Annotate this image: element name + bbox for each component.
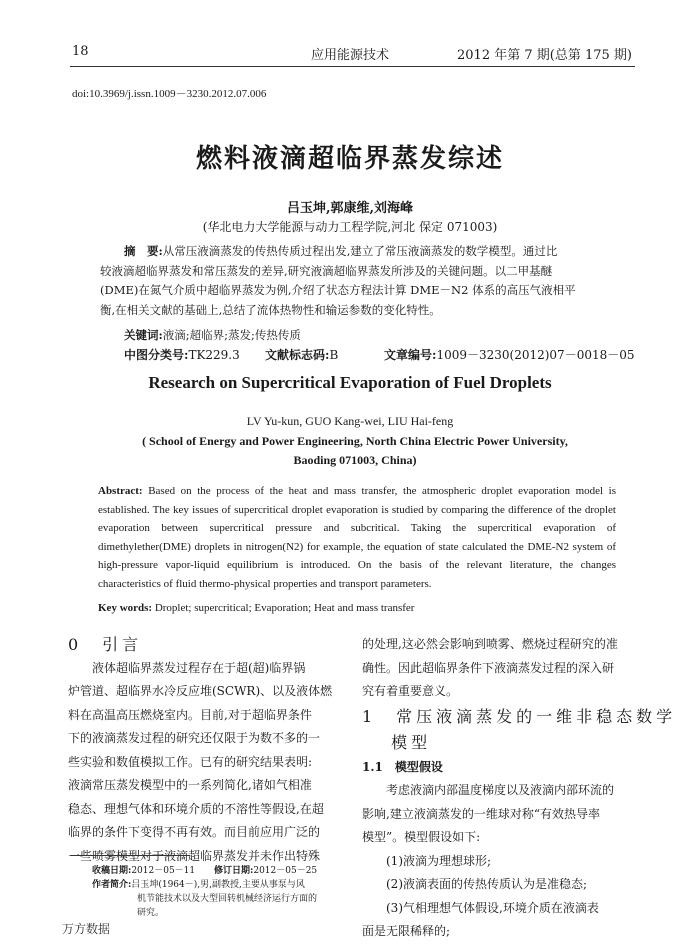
body-line: 炉管道、超临界水冷反应堆(SCWR)、以及液体燃 <box>68 684 333 698</box>
body-line: 影响,建立液滴蒸发的一维球对称“有效热导率 <box>362 806 600 821</box>
body-line: 液滴常压蒸发模型中的一系列简化,诸如气相准 <box>68 778 312 792</box>
clc-number: 中图分类号:TK229.3 <box>124 348 240 362</box>
title-cn: 燃料液滴超临界蒸发综述 <box>195 144 504 174</box>
page-number: 18 <box>72 44 89 59</box>
body-line: 模型”。模型假设如下: <box>362 830 481 844</box>
body-line: 临界的条件下变得不再有效。而目前应用广泛的 <box>68 825 321 839</box>
footnote: 收稿日期:2012－05－11 修订日期:2012－05－25 作者简介:吕玉坤(1964－),男,副教授,主要从事泵与风 机节能技术以及大型回转机械经济运行方面的 研究。 <box>92 866 318 918</box>
body-line: 液体超临界蒸发过程存在于超(超)临界锅 <box>68 660 306 675</box>
affiliation-en: ( School of Energy and Power Engineering, North China Electric Power University, Baoding 071003, China) <box>142 434 568 467</box>
keywords-en-value: Droplet; supercritical; Evaporation; Heat and mass transfer <box>154 602 415 614</box>
affiliation-cn: (华北电力大学能源与动力工程学院,河北 保定 071003) <box>202 220 498 234</box>
body-line: (1)液滴为理想球形; <box>362 853 492 868</box>
body-line: 料在高温高压燃烧室内。目前,对于超临界条件 <box>68 707 312 722</box>
issue-info: 2012 年第 7 期(总第 175 期) <box>457 48 632 63</box>
abstract-en <box>98 482 616 593</box>
body-line: 考虑液滴内部温度梯度以及液滴内部环流的 <box>362 783 615 797</box>
header-rule <box>70 66 635 67</box>
doc-code: 文献标志码:B <box>265 348 339 362</box>
body-line: 确性。因此超临界条件下液滴蒸发过程的深入研 <box>362 660 615 675</box>
body-line: 的处理,这必然会影响到喷雾、燃烧过程研究的准 <box>362 637 618 651</box>
body-line: 一些喷雾模型对于液滴超临界蒸发并未作出特殊 <box>68 848 321 863</box>
watermark: 万方数据 <box>62 922 111 936</box>
body-line: (3)气相理想气体假设,环境介质在液滴表 <box>362 900 599 915</box>
article-number: 文章编号:1009－3230(2012)07－0018－05 <box>384 348 635 362</box>
keywords-en-label: Key words: <box>98 602 153 614</box>
body-left-column <box>68 633 348 868</box>
keywords-cn-value: 液滴;超临界;蒸发;传热传质 <box>162 328 301 342</box>
body-right-column <box>362 633 677 944</box>
abstract-en-text: Based on the process of the heat and mass transfer, the atmospheric droplet evaporation model is established. The key issues of supercritical droplet evaporation is studied by comparing the difference of the droplet evaporation between supercritical pressure and subcritical. Taking the supercritical evaporation of dimethylether(DME) droplets in nitrogen(N2) for example, the equation of state calculated the DME-N2 system of high-pressure vapor-liquid equilibrium is introduced. On the basis of the relevant literature, the changes characteristics of fluid thermo-physical properties and transport parameters. <box>98 485 617 590</box>
section-heading-1: 1 常压液滴蒸发的一维非稳态数学 <box>362 706 677 726</box>
footnote-rule <box>70 855 190 856</box>
abstract-cn-line: (DME)在氮气介质中超临界蒸发为例,介绍了状态方程法计算 DME－N2 体系的高压气液相平 <box>100 283 576 297</box>
section-heading-intro: 0 引言 <box>68 635 143 654</box>
body-line: 究有着重要意义。 <box>362 684 459 698</box>
abstract-cn <box>100 242 615 320</box>
abstract-cn-line: 衡,在相关文献的基础上,总结了流体热物性和输运参数的变化特性。 <box>100 302 441 317</box>
keywords-en <box>98 602 414 614</box>
body-line: (2)液滴表面的传热传质认为是准稳态; <box>362 877 588 891</box>
body-line: 下的液滴蒸发过程的研究还仅限于为数不多的一 <box>68 731 321 745</box>
subsection-heading: 1.1 模型假设 <box>362 759 443 774</box>
authors-cn: 吕玉坤,郭康维,刘海峰 <box>286 201 414 216</box>
authors-en: LV Yu-kun, GUO Kang-wei, LIU Hai-feng <box>246 414 454 428</box>
abstract-cn-line: 从常压液滴蒸发的传热传质过程出发,建立了常压液滴蒸发的数学模型。通过比 <box>162 244 558 258</box>
doi: doi:10.3969/j.issn.1009－3230.2012.07.006 <box>72 88 267 100</box>
body-line: 稳态、理想气体和环境介质的不溶性等假设,在超 <box>68 801 324 816</box>
abstract-en-label: Abstract: <box>98 485 143 497</box>
body-line: 面是无限稀释的; <box>362 924 451 938</box>
title-en: Research on Supercritical Evaporation of Fuel Droplets <box>148 373 552 392</box>
body-line: 些实验和数值模拟工作。已有的研究结果表明: <box>68 754 313 769</box>
section-heading-1-cont: 模型 <box>362 732 432 752</box>
abstract-cn-line: 较液滴超临界蒸发和常压蒸发的差异,研究液滴超临界蒸发所涉及的关键问题。以二甲基醚 <box>100 263 553 278</box>
journal-name: 应用能源技术 <box>310 48 389 63</box>
abstract-cn-label: 摘 要: <box>124 244 163 258</box>
keywords-cn <box>100 326 615 346</box>
keywords-cn-label: 关键词: <box>124 328 163 342</box>
